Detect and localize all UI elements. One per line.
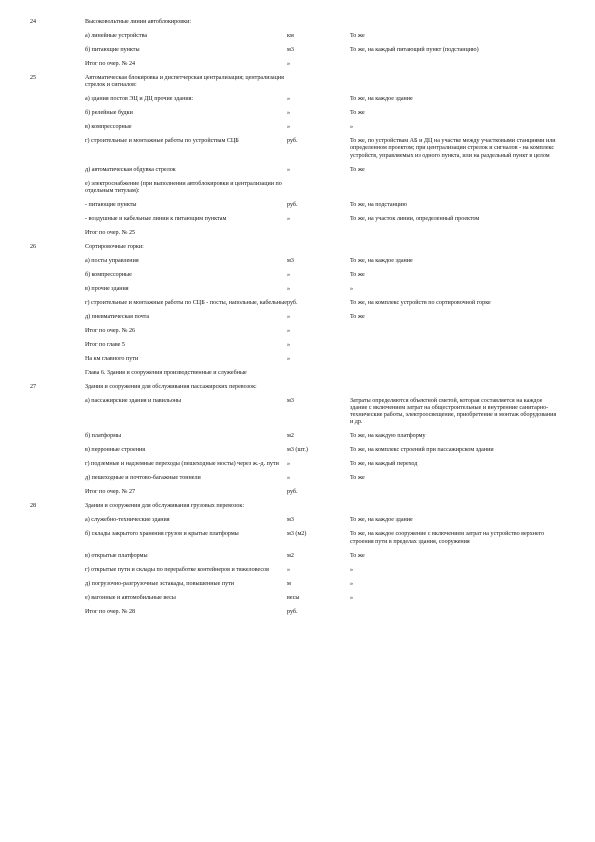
table-row bbox=[30, 286, 570, 293]
table-row bbox=[30, 595, 570, 602]
table-row bbox=[30, 609, 570, 616]
row-note: То же, на комплекс устройств по сортировочной горке bbox=[350, 299, 491, 306]
row-name: а) здания постов ЭЦ и ДЦ прочие здания: bbox=[85, 96, 194, 103]
row-name: в) компрессорные bbox=[85, 124, 132, 131]
row-unit: » bbox=[287, 110, 291, 117]
row-note: » bbox=[350, 285, 354, 292]
table-row bbox=[30, 342, 570, 349]
table-row bbox=[30, 433, 570, 440]
table-row bbox=[30, 124, 570, 131]
row-unit: » bbox=[287, 355, 291, 362]
row-unit: » bbox=[287, 285, 291, 292]
table-row bbox=[30, 61, 570, 68]
row-unit: » bbox=[287, 215, 291, 222]
row-note: То же bbox=[350, 552, 365, 559]
table-row bbox=[30, 167, 570, 174]
row-number: 27 bbox=[30, 383, 37, 390]
row-name: г) открытые пути и склады по переработке контейнеров и тяжеловесов bbox=[85, 566, 269, 573]
row-note: То же bbox=[350, 475, 365, 482]
table-row bbox=[30, 581, 570, 588]
table-row bbox=[30, 47, 570, 54]
row-name: б) склады закрытого хранения грузов и крытые платформы bbox=[85, 531, 239, 538]
row-note: То же bbox=[350, 33, 365, 39]
row-unit: » bbox=[287, 327, 291, 334]
table-row bbox=[30, 258, 570, 265]
row-note: То же, на каждый переход bbox=[350, 461, 418, 468]
table-row bbox=[30, 202, 570, 209]
row-name: а) линейные устройства bbox=[85, 33, 148, 39]
row-note: Затраты определяются объектной сметой, которая составляется на каждое здание с включением затрат на общестроительные и внутренние санитарно-технические работы, электроосвещение, приобретение и монтаж оборудования и др. bbox=[350, 397, 557, 426]
table-row bbox=[30, 181, 570, 195]
row-unit: руб. bbox=[287, 489, 298, 496]
row-name: д) пневматическая почта bbox=[85, 313, 150, 320]
table-row bbox=[30, 110, 570, 117]
row-unit: » bbox=[287, 96, 291, 103]
table-row bbox=[30, 75, 570, 89]
row-name: Итог по очер. № 28 bbox=[85, 608, 136, 615]
row-name: - питающие пункты bbox=[85, 201, 137, 208]
table-row bbox=[30, 503, 570, 510]
row-note: То же, на комплекс строений при пассажирском здании bbox=[350, 447, 494, 454]
row-name: На км главного пути bbox=[85, 355, 139, 362]
row-number: 26 bbox=[30, 243, 37, 250]
row-unit: м2 bbox=[287, 552, 294, 559]
table-row bbox=[30, 567, 570, 574]
row-unit: » bbox=[287, 166, 291, 173]
table-row bbox=[30, 398, 570, 427]
row-name: д) автоматическая обдувка стрелок bbox=[85, 166, 176, 173]
row-unit: м3 bbox=[287, 397, 294, 404]
row-unit: » bbox=[287, 475, 291, 482]
row-unit: руб. bbox=[287, 608, 298, 615]
row-name: б) релейные будки bbox=[85, 110, 133, 117]
row-note: То же, на участок линии, определенный проектом bbox=[350, 215, 480, 222]
row-name: в) перронные строения bbox=[85, 447, 146, 454]
row-note: То же, на каждое здание bbox=[350, 96, 413, 103]
row-name: в) открытые платформы bbox=[85, 552, 148, 559]
row-number: 24 bbox=[30, 19, 37, 25]
table-row bbox=[30, 300, 570, 307]
row-name: - воздушные и кабельные линии к питающим пунктам bbox=[85, 215, 227, 222]
row-note: » bbox=[350, 594, 354, 601]
table-row bbox=[30, 356, 570, 363]
row-unit: » bbox=[287, 271, 291, 278]
row-note: То же, на каждый питающий пункт (подстанцию) bbox=[350, 47, 479, 53]
row-name: Здания и сооружения для обслуживания пассажирских перевозок: bbox=[85, 383, 257, 390]
row-name: а) посты управления bbox=[85, 257, 139, 264]
row-note: То же bbox=[350, 313, 365, 320]
row-note: То же, на каждое здание bbox=[350, 517, 413, 524]
row-unit: м2 bbox=[287, 433, 294, 440]
row-unit: » bbox=[287, 461, 291, 468]
row-unit: м3 (шт.) bbox=[287, 447, 308, 454]
row-unit: м3 bbox=[287, 517, 294, 524]
table-row bbox=[30, 230, 570, 237]
row-name: г) строительные и монтажные работы по устройствам СЦБ bbox=[85, 138, 239, 145]
table-row bbox=[30, 370, 570, 377]
row-unit: м3 bbox=[287, 47, 294, 53]
table-row bbox=[30, 138, 570, 160]
table-row bbox=[30, 96, 570, 103]
table-row bbox=[30, 447, 570, 454]
row-note: » bbox=[350, 124, 354, 131]
row-name: Автоматическая блокировка и диспетчерская централизация; централизация стрелок и сигналов: bbox=[85, 75, 284, 89]
row-note: То же bbox=[350, 166, 365, 173]
table-row bbox=[30, 489, 570, 496]
estimate-table bbox=[30, 19, 570, 623]
row-note: То же bbox=[350, 110, 365, 117]
row-number: 25 bbox=[30, 75, 37, 81]
row-name: Высоковольтные линии автоблокировки: bbox=[85, 19, 192, 25]
row-name: а) пассажирские здания и павильоны bbox=[85, 397, 182, 404]
row-name: Итог по очер. № 27 bbox=[85, 489, 136, 496]
row-note: То же, на каждую платформу bbox=[350, 433, 426, 440]
row-unit: » bbox=[287, 61, 291, 67]
table-row bbox=[30, 475, 570, 482]
row-number: 28 bbox=[30, 503, 37, 510]
row-name: е) электроснабжение (при выполнении автоблокировки и централизации по отдельным титулам): bbox=[85, 180, 282, 194]
row-name: в) прочие здания bbox=[85, 285, 129, 292]
row-unit: руб. bbox=[287, 201, 298, 208]
row-name: б) компрессорные bbox=[85, 271, 132, 278]
row-unit: м3 (м2) bbox=[287, 531, 307, 538]
table-row bbox=[30, 531, 570, 545]
table-row bbox=[30, 19, 570, 26]
table-row bbox=[30, 272, 570, 279]
row-note: То же, на подстанцию bbox=[350, 201, 407, 208]
row-name: а) служебно-технические здания bbox=[85, 517, 170, 524]
row-name: Итог по очер. № 24 bbox=[85, 61, 136, 67]
row-name: Итог по очер. № 26 bbox=[85, 327, 136, 334]
row-note: То же, на каждое здание bbox=[350, 257, 413, 264]
row-note: » bbox=[350, 566, 354, 573]
table-row bbox=[30, 216, 570, 223]
row-unit: » bbox=[287, 341, 291, 348]
row-note: То же, на каждое сооружение с включением затрат на устройство верхнего строения пути в пределах здания, сооружения bbox=[350, 531, 545, 545]
row-name: Сортировочные горки: bbox=[85, 243, 144, 250]
table-row bbox=[30, 553, 570, 560]
row-unit: » bbox=[287, 124, 291, 131]
table-row bbox=[30, 517, 570, 524]
table-row bbox=[30, 33, 570, 40]
row-name: г) подземные и надземные переходы (пешеходные мосты) через ж.-д. пути bbox=[85, 461, 279, 468]
table-row bbox=[30, 384, 570, 391]
row-unit: руб. bbox=[287, 299, 298, 306]
row-name: б) питающие пункты bbox=[85, 47, 140, 53]
row-name: е) вагонные и автомобильные весы bbox=[85, 594, 176, 601]
row-name: д) погрузочно-разгрузочные эстакады, повышенные пути bbox=[85, 580, 235, 587]
row-note: » bbox=[350, 580, 354, 587]
row-unit: » bbox=[287, 313, 291, 320]
row-unit: м bbox=[287, 580, 291, 587]
row-name: д) пешеходные и почтово-багажные тоннели bbox=[85, 475, 201, 482]
table-row bbox=[30, 244, 570, 251]
row-name: Глава 6. Здания и сооружения производственные и служебные bbox=[85, 369, 247, 376]
row-name: Итог по очер. № 25 bbox=[85, 229, 136, 236]
row-note: То же, по устройствам АБ и ДЦ на участке между участковыми станциями или определенном проектом; при централизации стрелок и сигналов - на комплекс устройств, управляемых из одного пункта, или на раздельный пункт в целом bbox=[350, 138, 556, 159]
row-unit: км bbox=[287, 33, 294, 39]
row-name: Здания и сооружения для обслуживания грузовых перевозок: bbox=[85, 503, 245, 510]
table-row bbox=[30, 328, 570, 335]
row-unit: м3 bbox=[287, 257, 294, 264]
row-unit: руб. bbox=[287, 138, 298, 145]
table-row bbox=[30, 314, 570, 321]
row-name: Итог по главе 5 bbox=[85, 341, 125, 348]
table-row bbox=[30, 461, 570, 468]
row-name: г) строительные и монтажные работы по СЦБ - посты, напольные, кабельные bbox=[85, 299, 287, 306]
row-note: То же bbox=[350, 271, 365, 278]
row-unit: » bbox=[287, 566, 291, 573]
row-name: б) платформы bbox=[85, 433, 122, 440]
row-unit: весы bbox=[287, 594, 300, 601]
